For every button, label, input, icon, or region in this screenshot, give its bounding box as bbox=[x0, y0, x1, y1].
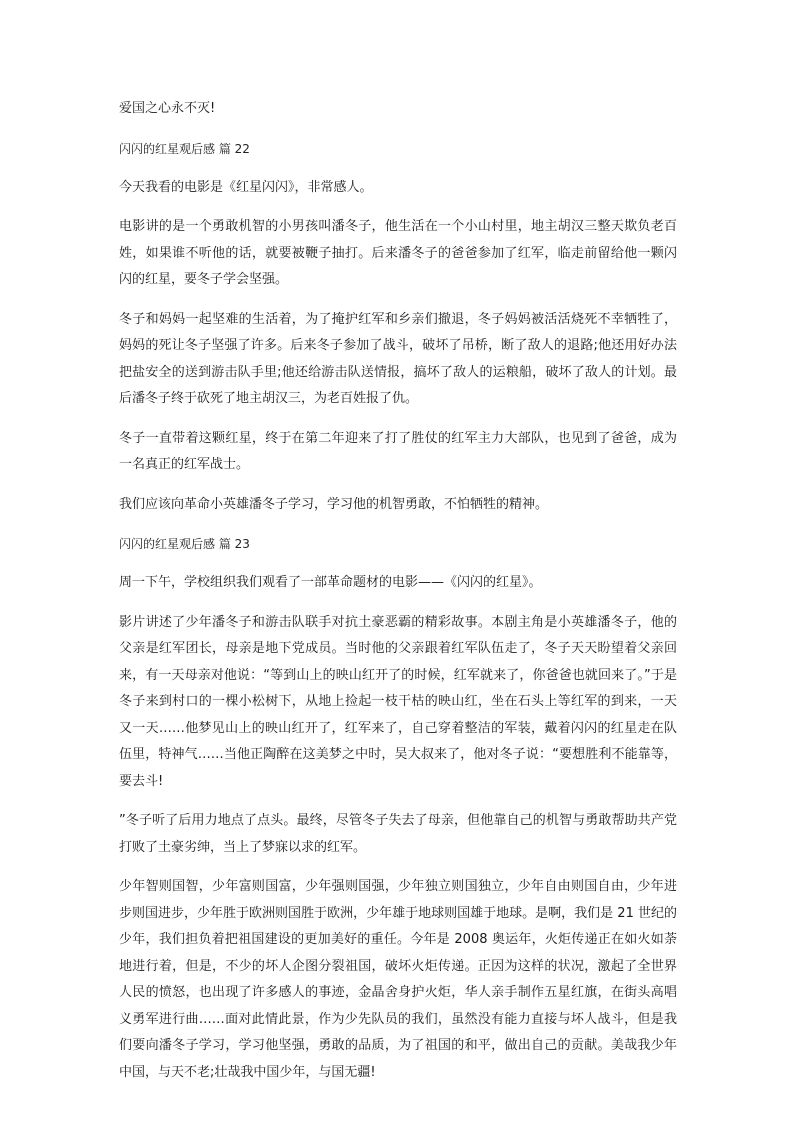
section-heading-23: 闪闪的红星观后感 篇 23 bbox=[119, 537, 250, 551]
paragraph-gap bbox=[119, 162, 677, 175]
paragraph: 今天我看的电影是《红星闪闪》，非常感人。 bbox=[119, 179, 373, 195]
paragraph-gap bbox=[119, 294, 677, 307]
paragraph: 电影讲的是一个勇敢机智的小男孩叫潘冬子，他生活在一个小山村里，地主胡汉三整天欺负老百姓，如果谁不听他的话，就要被鞭子抽打。后来潘冬子的爸爸参加了红军，临走前留给他一颗闪闪的红星，要冬子学会坚强。 bbox=[119, 219, 677, 287]
paragraph-gap bbox=[119, 123, 677, 136]
section-heading-22: 闪闪的红星观后感 篇 22 bbox=[119, 141, 250, 156]
paragraph-gap bbox=[119, 201, 677, 214]
paragraph-gap bbox=[119, 479, 677, 492]
paragraph-gap bbox=[119, 557, 677, 570]
paragraph-closing-line: 爱国之心永不灭! bbox=[119, 101, 216, 116]
paragraph-gap bbox=[119, 518, 677, 531]
paragraph-gap bbox=[119, 795, 677, 808]
paragraph: 我们应该向革命小英雄潘冬子学习，学习他的机智勇敢，不怕牺牲的精神。 bbox=[119, 496, 549, 512]
paragraph: ”冬子听了后用力地点了点头。最终，尽管冬子失去了母亲，但他靠自己的机智与勇敢帮助共产党打败了土豪劣绅，当上了梦寐以求的红军。 bbox=[119, 813, 677, 855]
paragraph: 冬子一直带着这颗红星，终于在第二年迎来了打了胜仗的红军主力大部队，也见到了爸爸，成为一名真正的红军战士。 bbox=[119, 430, 677, 472]
paragraph-gap bbox=[119, 413, 677, 426]
paragraph-gap bbox=[119, 597, 677, 610]
paragraph: 周一下午，学校组织我们观看了一部革命题材的电影——《闪闪的红星》。 bbox=[119, 575, 542, 590]
paragraph: 影片讲述了少年潘冬子和游击队联手对抗土豪恶霸的精彩故事。本剧主角是小英雄潘冬子，他的父亲是红军团长，母亲是地下党成员。当时他的父亲跟着红军队伍走了，冬子天天盼望着父亲回来，有一天母亲对他说：“等到山上的映山红开了的时候，红军就来了，你爸爸也就回来了。”于是冬子来到村口的一棵小松树下，从地上捡起一枝干枯的映山红，坐在石头上等红军的到来，一天又一天……他梦见山上的映山红开了，红军来了，自己穿着整洁的军装，戴着闪闪的红星走在队伍里，特神气……当他正陶醉在这美梦之中时，吴大叔来了，他对冬子说：“要想胜利不能靠等，要去斗! bbox=[119, 614, 677, 789]
paragraph-gap bbox=[119, 861, 677, 874]
paragraph: 冬子和妈妈一起坚难的生活着，为了掩护红军和乡亲们撤退，冬子妈妈被活活烧死不幸牺牲了，妈妈的死让冬子坚强了许多。后来冬子参加了战斗，破坏了吊桥，断了敌人的退路;他还用好办法把盐安全的送到游击队手里;他还给游击队送情报，搞坏了敌人的运粮船，破坏了敌人的计划。最后潘冬子终于砍死了地主胡汉三，为老百姓报了仇。 bbox=[119, 311, 677, 406]
paragraph: 少年智则国智，少年富则国富，少年强则国强，少年独立则国独立，少年自由则国自由，少年进步则国进步，少年胜于欧洲则国胜于欧洲，少年雄于地球则国雄于地球。是啊，我们是 21 世纪的少年，我们担负着把祖国建设的更加美好的重任。今年是 2008 奥运年，火炬传递正在如火如荼地进行着，但是，不少的坏人企图分裂祖国，破坏火炬传递。正因为这样的状况，激起了全世界人民的愤怒，也出现了许多感人的事迹，金晶舍身护火炬，华人亲手制作五星红旗，在街头高唱义勇军进行曲……面对此情此景，作为少先队员的我们，虽然没有能力直接与坏人战斗，但是我们要向潘冬子学习，学习他坚强，勇敢的品质，为了祖国的和平，做出自己的贡献。美哉我少年中国，与天不老;壮哉我中国少年，与国无疆! bbox=[119, 879, 677, 1080]
document-body bbox=[119, 96, 677, 1086]
